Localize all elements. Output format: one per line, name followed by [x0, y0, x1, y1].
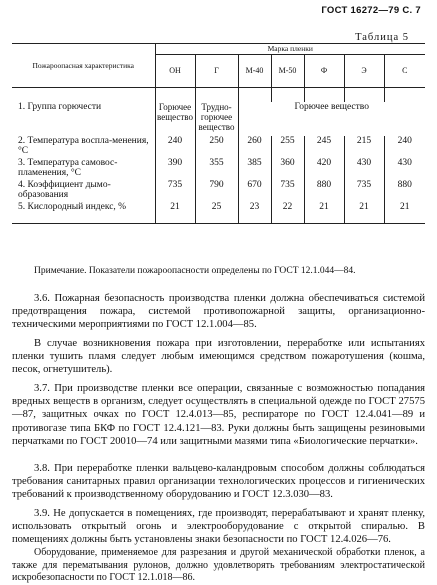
- table-cell: Трудно-горючее вещество: [195, 102, 238, 136]
- table-title: Таблица 5: [355, 32, 409, 43]
- table-cell: 21: [344, 202, 384, 224]
- column-header: Э: [344, 55, 384, 88]
- paragraph-3-9: 3.9. Не допускается в помещениях, где производят, перерабатывают и хранят пленку, использовать открытый огонь и электрооборудование с открытой спиралью. В помещениях должны быть установлены знаки безопасности по ГОСТ 12.4.026—76.: [12, 508, 425, 546]
- table-row: [12, 136, 425, 158]
- table-cell: 735: [155, 180, 195, 202]
- table-row: [12, 158, 425, 180]
- table-cell: 430: [397, 157, 412, 168]
- table-cell: 430: [344, 158, 384, 180]
- column-header: С: [384, 55, 425, 88]
- table-cell: Горючее вещество: [294, 101, 369, 112]
- column-header: М-50: [271, 55, 304, 88]
- table-row: [12, 180, 425, 202]
- table-cell: 240: [155, 136, 195, 158]
- table-cell: 355: [195, 158, 238, 180]
- table-cell: 420: [304, 158, 344, 180]
- paragraph-equipment: Оборудование, применяемое для разрезания и другой механической обработки пленок, а также для перематывания рулонов, должно удовлетворять требованиям электростатической искробезопасности по ГОСТ 12.1.018—86.: [12, 547, 425, 583]
- column-header: ОН: [155, 55, 195, 88]
- table-note: Примечание. Показатели пожароопасности определены по ГОСТ 12.1.044—84.: [34, 266, 356, 276]
- table-cell: 790: [195, 180, 238, 202]
- table-cell: 360: [271, 158, 304, 180]
- table-cell: 22: [271, 202, 304, 224]
- paragraph-3-6: 3.6. Пожарная безопасность производства пленки должна обеспечиваться системой предотвращения пожара, системой противопожарной защиты, организационно-техническими мероприятиями по ГОСТ 12.1.004—85.: [12, 293, 425, 331]
- column-header: М-40: [238, 55, 271, 88]
- table-row: [12, 102, 425, 136]
- table-cell: 21: [304, 202, 344, 224]
- table-cell: 735: [344, 180, 384, 202]
- row-label: 3. Температура самовос-пламенения, °С: [12, 158, 155, 180]
- table-cell: 735: [271, 180, 304, 202]
- table-cell: 260: [238, 136, 271, 158]
- row-label: 2. Температура воспла-менения, °С: [12, 136, 155, 158]
- table-cell: 245: [304, 136, 344, 158]
- table-row: [12, 202, 425, 224]
- table-cell: 670: [238, 180, 271, 202]
- table-cell: 255: [271, 136, 304, 158]
- paragraph-3-8: 3.8. При переработке пленки вальцево-каландровым способом должны соблюдаться требования санитарных правил организации технологических процессов и гигиенических требований к производственному оборудованию и ГОСТ 12.3.030—83.: [12, 463, 425, 501]
- table-cell: 21: [384, 202, 425, 224]
- column-header: Г: [195, 55, 238, 88]
- table-cell: 215: [344, 136, 384, 158]
- table-cell: 21: [155, 202, 195, 224]
- table-cell: 390: [155, 158, 195, 180]
- table-cell: 880: [304, 180, 344, 202]
- table-cell: 880: [397, 179, 412, 190]
- row-label: 4. Коэффициент дымо-образования: [12, 180, 155, 202]
- row-label: 1. Группа горючести: [12, 102, 155, 136]
- table-cell: 25: [195, 202, 238, 224]
- row-label: 5. Кислородный индекс, %: [12, 202, 155, 224]
- page-header: ГОСТ 16272—79 С. 7: [321, 5, 421, 16]
- table-cell: Горючее вещество: [155, 102, 195, 136]
- table-cell: 385: [238, 158, 271, 180]
- table-cell: 23: [238, 202, 271, 224]
- paragraph-3-7: 3.7. При производстве пленки все операции, связанные с возможностью попадания вредных веществ в организм, следует осуществлять в специальной одежде по ГОСТ 27575—87, защитных очках по ГОСТ 12.4.013—85, респираторе по ГОСТ 12.4.041—89 и противогазе типа БКФ по ГОСТ 12.4.121—83. Руки должны быть защищены резиновыми перчатками по ГОСТ 20010—74 или защитными мазями типа «Биологические перчатки».: [12, 383, 425, 447]
- paragraph-fire-case: В случае возникновения пожара при изготовлении, переработке или испытаниях пленки тушить пламя следует любым имеющимся средством пожаротушения (кошма, песок, огнетушитель).: [12, 338, 425, 376]
- column-header-characteristic: Пожароопасная характеристика: [12, 44, 155, 88]
- column-header-brand: Марка пленки: [155, 44, 425, 55]
- table-cell: 240: [397, 135, 412, 146]
- table-cell: 250: [195, 136, 238, 158]
- column-header: Ф: [304, 55, 344, 88]
- fire-hazard-table: [12, 43, 425, 224]
